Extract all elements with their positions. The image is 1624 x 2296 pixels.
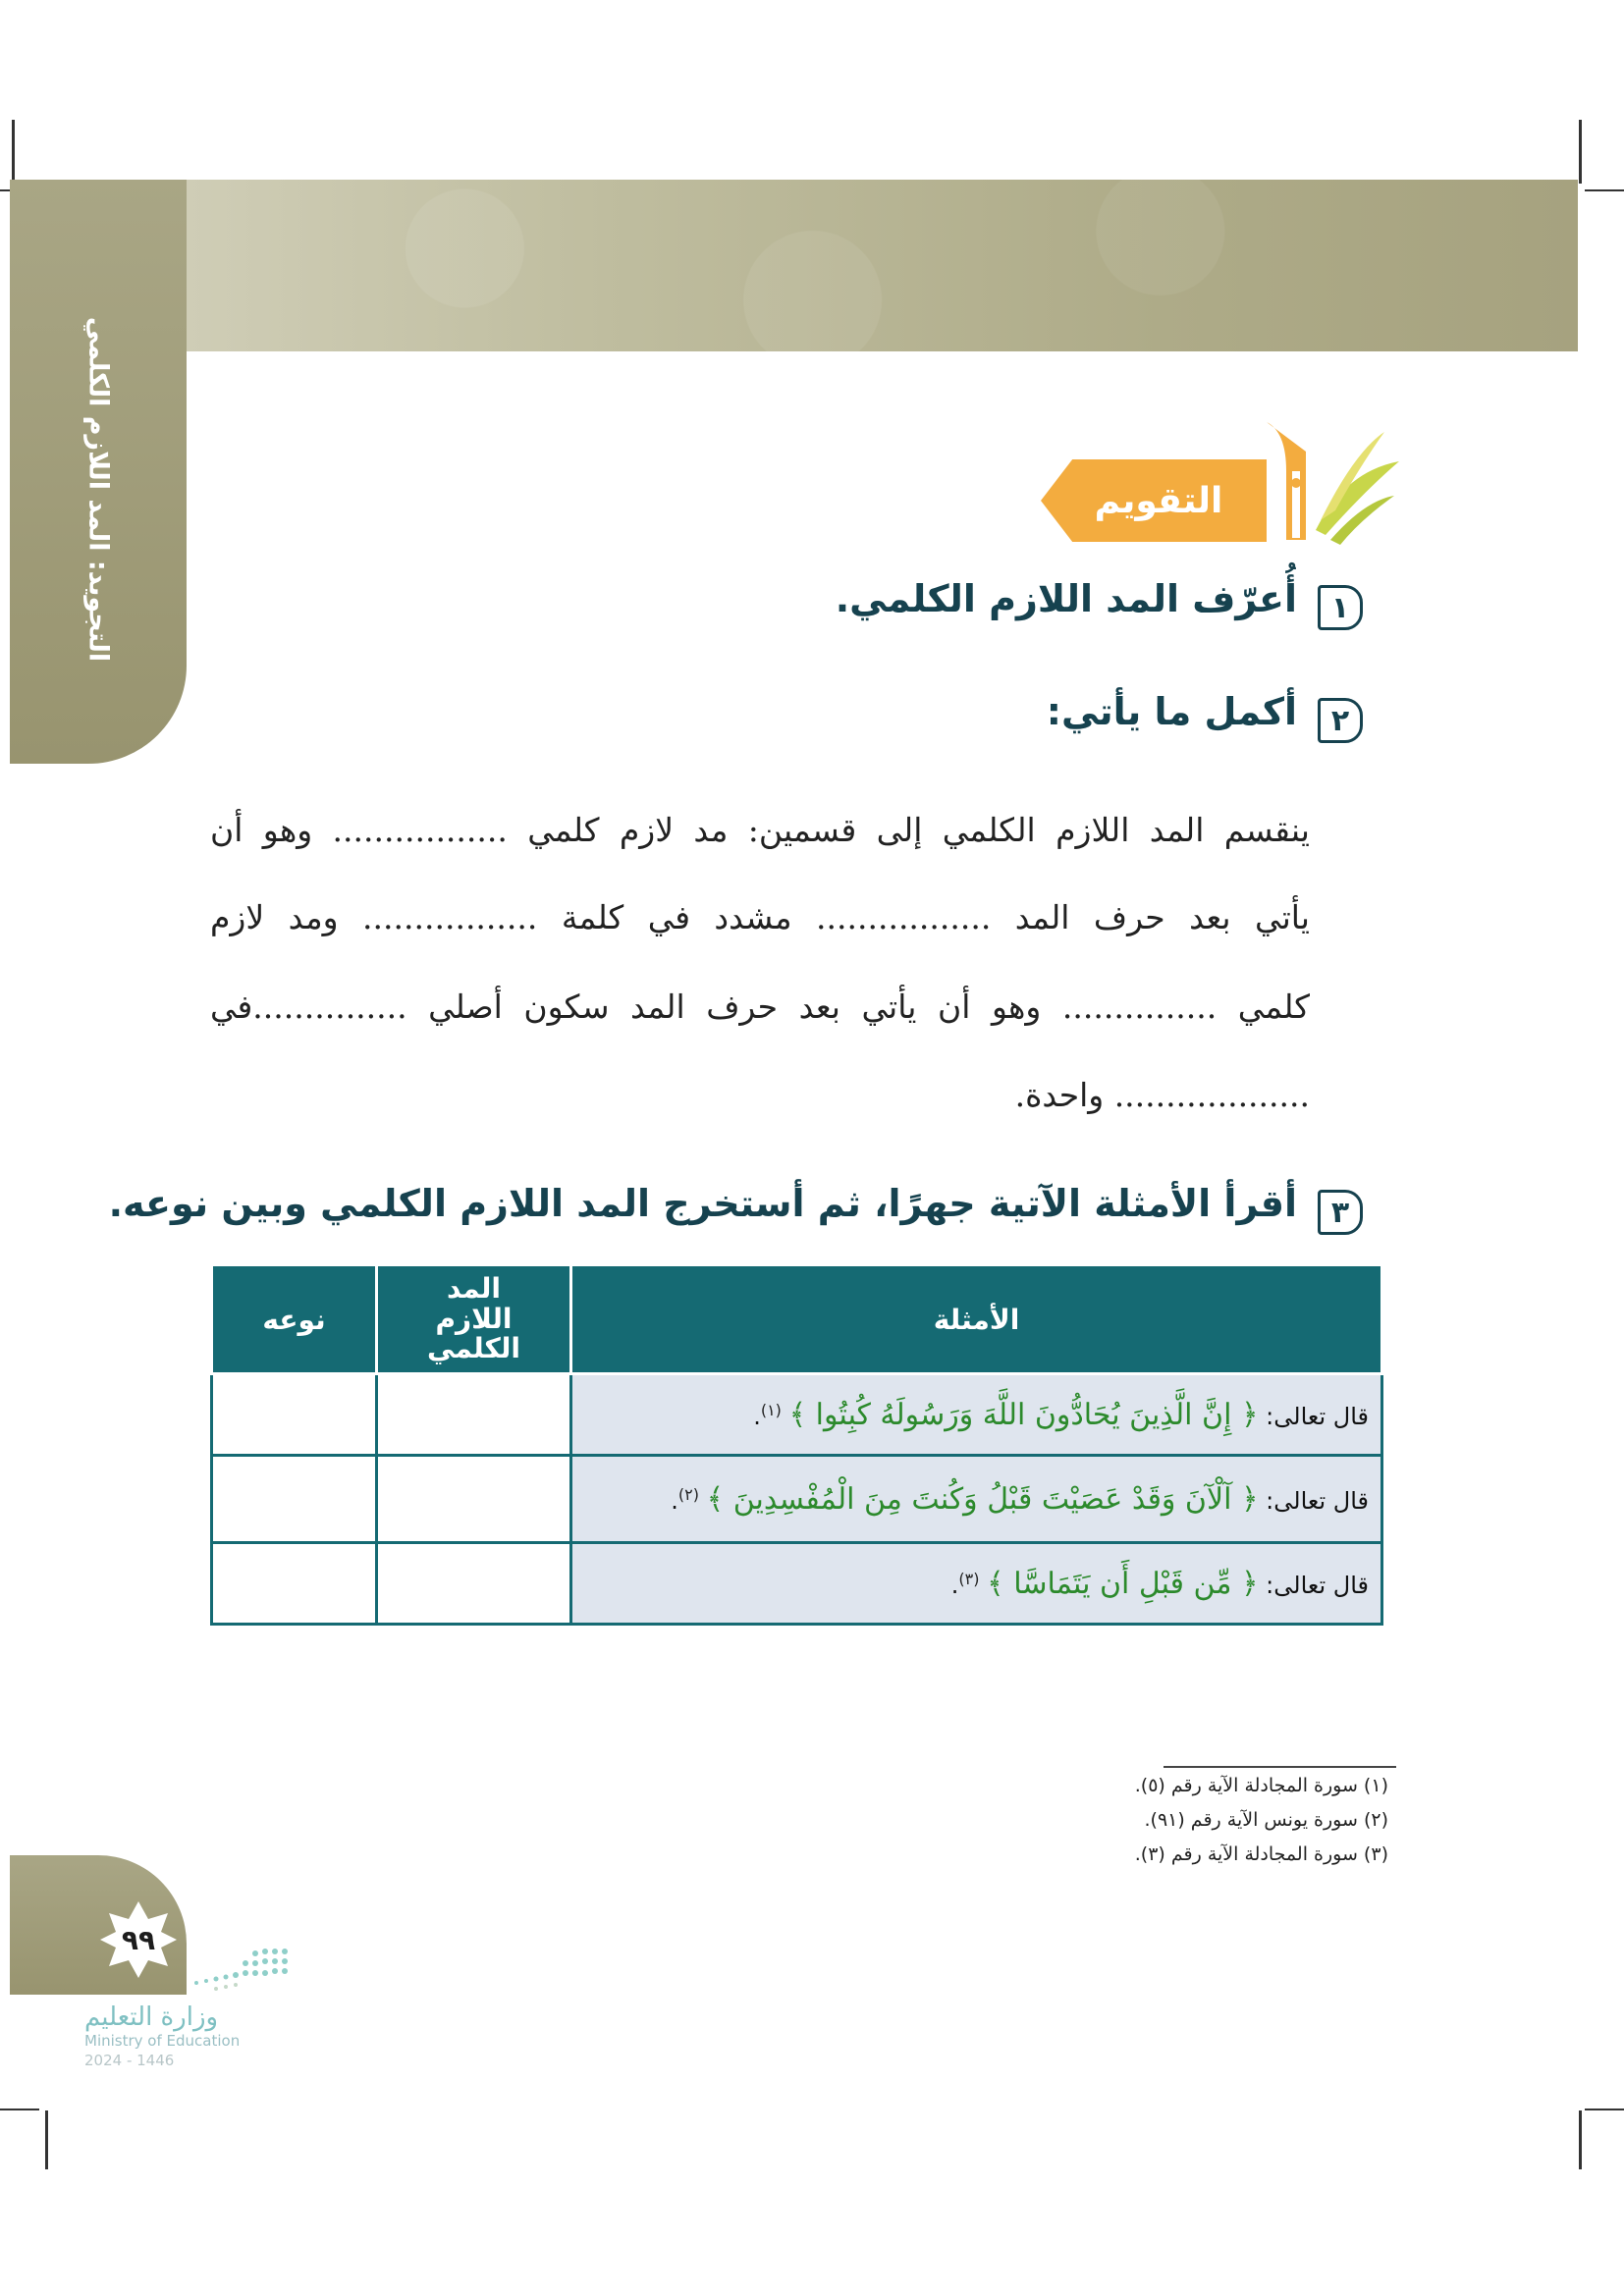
header-type: نوعه (212, 1265, 377, 1374)
paragraph-line: ................... واحدة. (1014, 1076, 1310, 1114)
ministry-logo-icon (147, 1944, 295, 2002)
side-band (10, 180, 187, 764)
period: . (753, 1402, 761, 1430)
footnote: (٣) سورة المجادلة الآية رقم (٣). (1134, 1843, 1388, 1865)
answer-type-cell[interactable] (212, 1543, 377, 1625)
footnote-ref: (١) (760, 1400, 782, 1419)
crop-mark (1579, 2110, 1582, 2169)
period: . (950, 1571, 959, 1599)
said-label: قال تعالى: (1266, 1571, 1369, 1599)
answer-madd-cell[interactable] (377, 1374, 571, 1456)
paragraph-line: يأتي بعد حرف المد ................. مشدد في كلمة ................. ومد لازم (210, 898, 1310, 936)
example-cell (571, 1456, 1382, 1543)
said-label: قال تعالى: (1266, 1402, 1369, 1430)
answer-madd-cell[interactable] (377, 1456, 571, 1543)
verse-text: ﴿ آلْآنَ وَقَدْ عَصَيْتَ قَبْلُ وَكُنتَ مِنَ الْمُفْسِدِينَ ﴾ (706, 1481, 1259, 1517)
verse-text: ﴿ مِّن قَبْلِ أَن يَتَمَاسَّا ﴾ (987, 1566, 1259, 1601)
chapter-title: التجويد: المد اللازم الكلمي (82, 316, 114, 663)
footnote-divider (1164, 1766, 1396, 1768)
ministry-name-en: Ministry of Education (84, 2032, 241, 2050)
paragraph-line: كلمي ............... وهو أن يأتي بعد حرف المد سكون أصلي ...............في (210, 988, 1310, 1026)
header-examples: الأمثلة (571, 1265, 1382, 1374)
table-row (212, 1374, 1382, 1456)
table-row (212, 1543, 1382, 1625)
header-madd-label: المد اللازم الكلمي (427, 1271, 520, 1365)
footnote: (١) سورة المجادلة الآية رقم (٥). (1134, 1775, 1388, 1796)
page-number: ٩٩ (121, 1923, 156, 1956)
table-row (212, 1456, 1382, 1543)
footnote-ref: (٣) (958, 1569, 980, 1588)
question-number: ٣ (1318, 1190, 1363, 1235)
ministry-name-ar: وزارة التعليم (84, 2002, 219, 2032)
header-madd (377, 1265, 571, 1374)
example-cell (571, 1374, 1382, 1456)
answer-type-cell[interactable] (212, 1456, 377, 1543)
crop-mark (1579, 120, 1582, 184)
said-label: قال تعالى: (1266, 1486, 1369, 1515)
table-header-row (212, 1265, 1382, 1374)
crop-mark (45, 2110, 48, 2169)
crop-mark (1585, 2109, 1624, 2110)
question-number: ٢ (1318, 698, 1363, 743)
evaluation-badge-label: التقويم (1094, 480, 1223, 521)
answer-madd-cell[interactable] (377, 1543, 571, 1625)
verse-text: ﴿ إِنَّ الَّذِينَ يُحَادُّونَ اللَّهَ وَرَسُولَهُ كُبِتُوا ﴾ (788, 1397, 1259, 1432)
answer-type-cell[interactable] (212, 1374, 377, 1456)
question-text: أكمل ما يأتي: (1046, 690, 1297, 733)
side-title-wrap (10, 180, 187, 764)
examples-table (210, 1263, 1383, 1626)
ministry-year: 2024 - 1446 (84, 2052, 175, 2069)
footnote: (٢) سورة يونس الآية رقم (٩١). (1144, 1809, 1388, 1831)
period: . (671, 1486, 678, 1515)
question-number: ١ (1318, 585, 1363, 630)
question-text: أقرأ الأمثلة الآتية جهرًا، ثم أستخرج المد اللازم الكلمي وبين نوعه. (108, 1182, 1297, 1225)
crop-mark (12, 120, 15, 184)
question-text: أُعرّف المد اللازم الكلمي. (835, 577, 1297, 620)
example-cell (571, 1543, 1382, 1625)
header-band (187, 180, 1578, 351)
crop-mark (0, 2109, 39, 2110)
paragraph-line: ينقسم المد اللازم الكلمي إلى قسمين: مد لازم كلمي ................. وهو أن (210, 811, 1310, 849)
footnote-ref: (٢) (677, 1484, 699, 1504)
crop-mark (1585, 189, 1624, 191)
